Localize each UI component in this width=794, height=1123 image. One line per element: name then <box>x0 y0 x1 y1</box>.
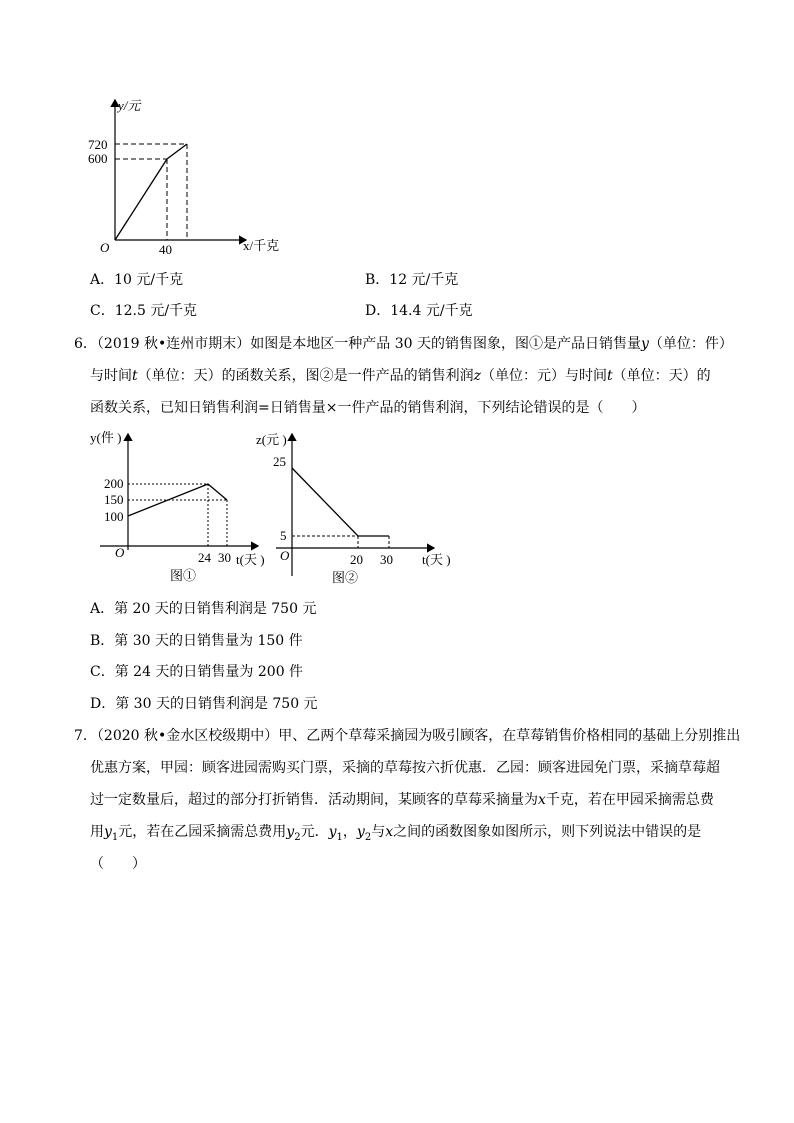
fig1-xtick-24: 24 <box>198 550 211 565</box>
fig1-ytick-200: 200 <box>104 476 124 491</box>
q6-line2-d: （单位：天）的 <box>612 368 711 384</box>
fig2-origin: O <box>280 548 290 563</box>
q6-line2-b: （单位：天）的函数关系，图②是一件产品的销售利润 <box>137 368 474 384</box>
fig1-ytick-100: 100 <box>104 509 124 524</box>
q6-line1-a: （2019 秋•连州市期末）如图是本地区一种产品 30 天的销售图象，图①是产品日销售量 <box>96 336 641 352</box>
fig2-xtick-30: 30 <box>380 552 393 567</box>
fig1-ytick-150: 150 <box>104 492 124 507</box>
q7-line4-b: 元，若在乙园采摘需总费用 <box>118 824 287 840</box>
q5-ytick-720: 720 <box>88 137 108 152</box>
q5-function-line <box>115 144 187 240</box>
q6-line2-c: （单位：元）与时间 <box>481 368 608 384</box>
q6-var-z: z <box>473 368 482 384</box>
q7-var-y2: y <box>286 824 295 840</box>
q6-number: 6． <box>74 336 97 352</box>
q7-line4-f: 之间的函数图象如图所示，则下列说法中错误的是 <box>393 824 702 840</box>
q5-x-label: x/千克 <box>243 238 280 253</box>
q7-var-y1b: y <box>328 824 337 840</box>
fig1-y-label: y(件 ) <box>90 430 122 445</box>
q7-line1-text: （2020 秋•金水区校级期中）甲、乙两个草莓采摘园为吸引顾客，在草莓销售价格相同的基础上分别推出 <box>96 728 741 744</box>
q5-option-c: C．12.5 元/千克 <box>90 303 198 319</box>
q7-sub-2a: 2 <box>294 831 301 843</box>
q7-line-4 <box>90 822 701 848</box>
q7-sub-2b: 2 <box>364 831 372 843</box>
q7-var-x2: x <box>385 824 394 840</box>
fig2-caption: 图② <box>332 570 359 585</box>
q5-option-b: B．12 元/千克 <box>365 272 459 288</box>
q6-option-a: A．第 20 天的日销售利润是 750 元 <box>90 601 317 617</box>
q7-sub-1b: 1 <box>336 831 343 843</box>
q6-figure-2 <box>248 426 468 592</box>
q6-option-d: D．第 30 天的日销售利润是 750 元 <box>90 696 318 712</box>
q6-line2-a: 与时间 <box>90 368 132 384</box>
q5-option-d: D．14.4 元/千克 <box>365 303 473 319</box>
fig1-xtick-30: 30 <box>218 550 231 565</box>
q6-line1-b: （单位：件） <box>648 336 733 352</box>
q7-line4-a: 用 <box>90 824 104 840</box>
fig2-ytick-25: 25 <box>273 454 286 469</box>
fig1-origin: O <box>115 545 125 560</box>
q5-ytick-600: 600 <box>88 151 108 166</box>
fig2-ytick-5: 5 <box>280 528 287 543</box>
q7-line3-b: 千克，若在甲园采摘需总费 <box>545 792 714 808</box>
fig2-x-label: t(天 ) <box>422 552 451 567</box>
q6-option-b: B．第 30 天的日销售量为 150 件 <box>90 633 303 649</box>
q7-line4-e: 与 <box>371 824 386 840</box>
q7-line-3 <box>90 790 714 810</box>
q6-var-t1: t <box>132 368 138 384</box>
fig1-x-label: t(天 ) <box>236 552 265 567</box>
q7-line-2: 优惠方案，甲园：顾客进园需购买门票，采摘的草莓按六折优惠．乙园：顾客进园免门票，采摘草莓超 <box>90 760 720 776</box>
q5-origin: O <box>100 240 110 255</box>
q7-var-x1: x <box>538 792 546 808</box>
fig2-xtick-20: 20 <box>350 552 363 567</box>
fig1-caption: 图① <box>170 568 197 583</box>
q6-line-2 <box>90 366 711 386</box>
q5-option-a: A．10 元/千克 <box>90 272 184 288</box>
fig2-function-line <box>292 468 389 536</box>
q5-xtick-40: 40 <box>159 242 172 257</box>
q7-var-y2b: y <box>356 824 365 840</box>
q7-line-1 <box>74 726 740 746</box>
q6-var-y: y <box>640 336 649 352</box>
q6-line-1 <box>74 334 733 354</box>
q6-var-t2: t <box>607 368 613 384</box>
q7-line4-d: ， <box>342 824 357 840</box>
q7-answer-blank: （ ） <box>90 856 146 872</box>
q7-var-y1: y <box>104 824 112 840</box>
q5-y-label: y/元 <box>118 98 141 113</box>
q7-line4-c: 元． <box>300 824 329 840</box>
q7-number: 7． <box>74 728 97 744</box>
q6-line-3: 函数关系，已知日销售利润=日销售量×一件产品的销售利润，下列结论错误的是（ ） <box>90 400 646 416</box>
q7-sub-1a: 1 <box>111 831 119 843</box>
q6-option-c: C．第 24 天的日销售量为 200 件 <box>90 664 304 680</box>
fig2-y-label: z(元 ) <box>256 432 287 447</box>
q5-graph <box>80 92 300 262</box>
q7-line3-a: 过一定数量后，超过的部分打折销售．活动期间，某顾客的草莓采摘量为 <box>90 792 538 808</box>
